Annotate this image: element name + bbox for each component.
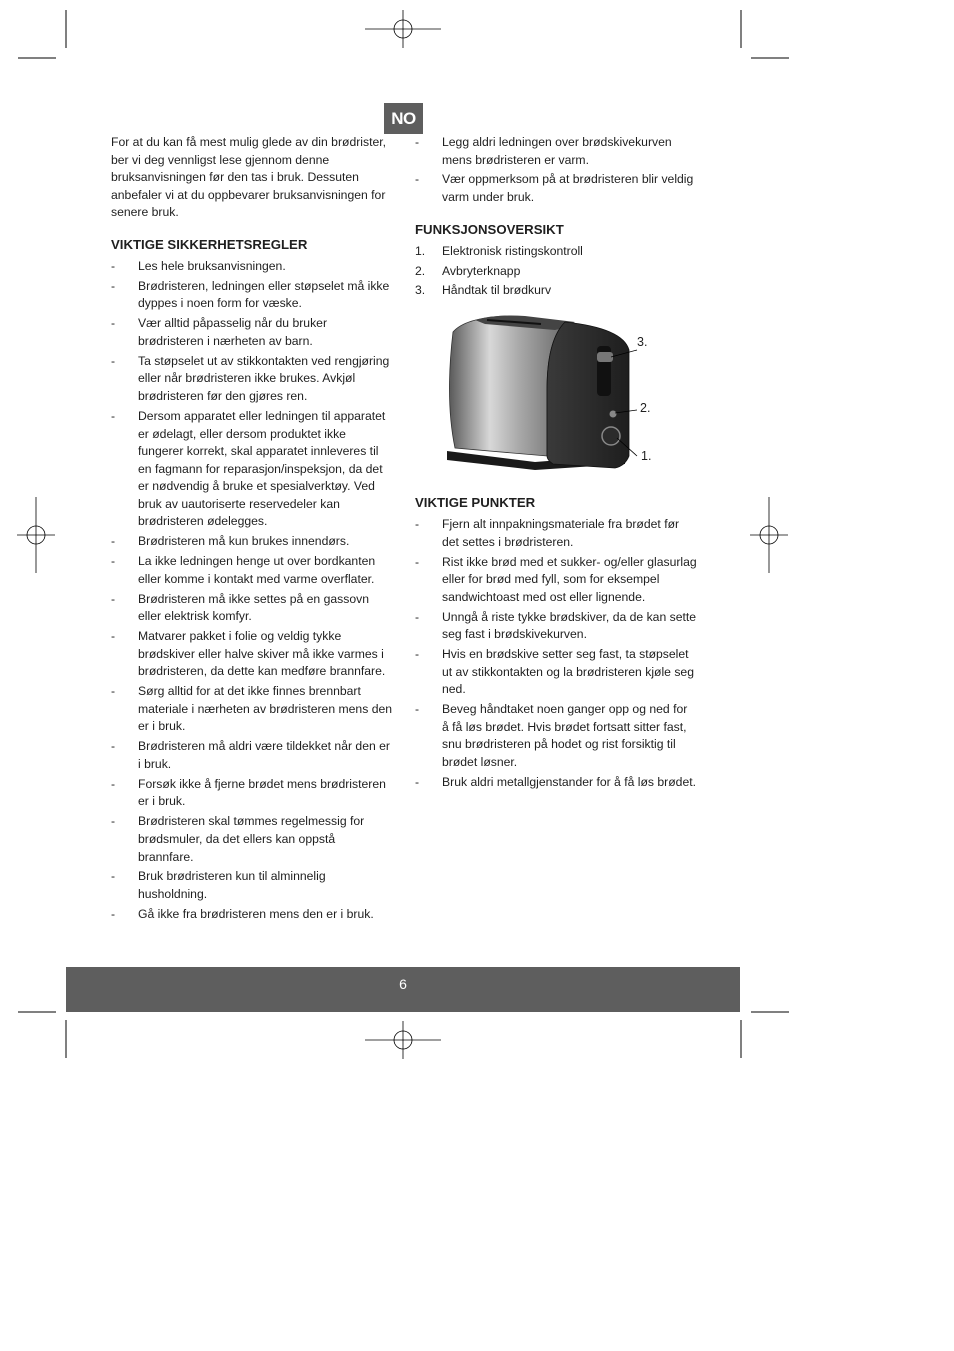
list-item: - Rist ikke brød med et sukker- og/eller glasurlag eller for brød med fyll, som for eksempel sandwichtoast med ost eller lignende.	[415, 554, 697, 604]
dash-bullet: -	[415, 172, 420, 187]
points-list	[415, 516, 697, 791]
list-item: 2. Avbryterknapp	[415, 263, 521, 278]
list-item: - Unngå å riste tykke brødskiver, da de kan sette seg fast i brødskivekurven.	[415, 609, 697, 642]
functions-heading: FUNKSJONSOVERSIKT	[415, 221, 564, 237]
dash-bullet: -	[111, 739, 116, 754]
registration-mark-right	[750, 497, 788, 573]
dash-bullet: -	[111, 684, 116, 699]
intro-paragraph: For at du kan få mest mulig glede av din brødrister, ber vi deg vennligst lese gjennom denne bruksanvisningen før den tas i bruk. Dessuten anbefaler vi at du oppbevarer bruksanvisningen for senere bruk.	[111, 135, 387, 220]
dash-bullet: -	[415, 647, 420, 662]
list-item: - Fjern alt innpakningsmateriale fra brødet før det settes i brødristeren.	[415, 517, 680, 549]
dash-bullet: -	[111, 353, 116, 368]
dash-bullet: -	[415, 702, 420, 717]
list-item: - Brødristeren, ledningen eller støpselet må ikke dyppes i noen form for væske.	[111, 278, 390, 311]
dash-bullet: -	[111, 534, 116, 549]
list-item: - Beveg håndtaket noen ganger opp og ned for å få løs brødet. Hvis brødet fortsatt sitter fast, snu brødristeren på hodet og rist forsiktig til brødet løsner.	[415, 702, 688, 769]
dash-bullet: -	[415, 609, 420, 624]
dash-bullet: -	[111, 591, 116, 606]
registration-mark-left	[17, 497, 55, 573]
dash-bullet: -	[111, 869, 116, 884]
points-heading: VIKTIGE PUNKTER	[415, 495, 536, 511]
functions-list	[415, 243, 697, 300]
safety-list-continued	[415, 134, 697, 207]
list-item: - Brødristeren må aldri være tildekket når den er i bruk.	[111, 739, 390, 771]
list-item: - Vær oppmerksom på at brødristeren blir veldig varm under bruk.	[415, 172, 694, 205]
page-footer	[66, 967, 740, 1012]
toaster-illustration	[415, 310, 697, 480]
list-item: - Legg aldri ledningen over brødskivekurven mens brødristeren er varm.	[415, 135, 672, 167]
dash-bullet: -	[111, 776, 116, 791]
figure-label-1: 1.	[641, 449, 652, 464]
dash-bullet: -	[111, 629, 116, 644]
dash-bullet: -	[111, 408, 116, 423]
list-item: - La ikke ledningen henge ut over bordkanten eller komme i kontakt med varme overflater.	[111, 554, 376, 586]
list-item: - Brødristeren må ikke settes på en gassovn eller elektrisk komfyr.	[111, 591, 369, 624]
dash-bullet: -	[111, 906, 116, 921]
right-column	[415, 134, 697, 794]
dash-bullet: -	[111, 814, 116, 829]
dash-bullet: -	[415, 135, 420, 149]
dash-bullet: -	[415, 554, 420, 569]
figure-label-3: 3.	[637, 335, 648, 350]
list-item: - Ta støpselet ut av stikkontakten ved rengjøring eller når brødristeren ikke brukes. Avkjøl brødristeren før den gjøres ren.	[111, 353, 390, 404]
list-item: - Hvis en brødskive setter seg fast, ta støpselet ut av stikkontakten og la brødristeren kjøle seg ned.	[415, 647, 694, 697]
list-item: - Gå ikke fra brødristeren mens den er i bruk.	[111, 906, 393, 924]
list-item: - Sørg alltid for at det ikke finnes brennbart materiale i nærheten av brødristeren mens den er i bruk.	[111, 684, 393, 734]
list-item: - Dersom apparatet eller ledningen til apparatet er ødelagt, eller dersom produktet ikke fungerer korrekt, skal apparatet innleveres til en fagmann for reparasjon/inspeksjon, da det er nødvendig å bruke et spesialverktøy. Ved bruk av uautoriserte reservedeler kan brødristeren ødelegges.	[111, 408, 386, 529]
dash-bullet: -	[111, 258, 116, 273]
list-item: 1. Elektronisk ristingskontroll	[415, 243, 583, 258]
list-item: - Brødristeren må kun brukes innendørs.	[111, 533, 393, 551]
page-number: 6	[399, 976, 407, 992]
registration-mark-top	[365, 10, 441, 48]
registration-mark-bottom	[365, 1021, 441, 1059]
dash-bullet: -	[111, 316, 116, 331]
figure-label-2: 2.	[640, 401, 651, 416]
list-item: - Les hele bruksanvisningen.	[111, 258, 393, 276]
dash-bullet: -	[415, 517, 420, 532]
dash-bullet: -	[111, 278, 116, 293]
safety-heading: VIKTIGE SIKKERHETSREGLER	[111, 236, 308, 252]
safety-list	[111, 258, 393, 924]
list-item: - Bruk aldri metallgjenstander for å få løs brødet.	[415, 774, 697, 792]
left-column	[111, 134, 393, 926]
list-item: 3. Håndtak til brødkurv	[415, 283, 552, 298]
language-badge: NO	[384, 103, 423, 134]
list-item: - Bruk brødristeren kun til alminnelig husholdning.	[111, 869, 326, 902]
list-item: - Forsøk ikke å fjerne brødet mens brødristeren er i bruk.	[111, 776, 386, 809]
toaster-figure	[415, 310, 697, 480]
dash-bullet: -	[415, 774, 420, 789]
list-item: - Brødristeren skal tømmes regelmessig for brødsmuler, da det ellers kan oppstå brannfare.	[111, 814, 365, 864]
list-item: - Vær alltid påpasselig når du bruker brødristeren i nærheten av barn.	[111, 316, 328, 348]
list-item: - Matvarer pakket i folie og veldig tykke brødskiver eller halve skiver må ikke varmes i brødristeren, da dette kan medføre brannfare.	[111, 629, 386, 679]
dash-bullet: -	[111, 554, 116, 569]
